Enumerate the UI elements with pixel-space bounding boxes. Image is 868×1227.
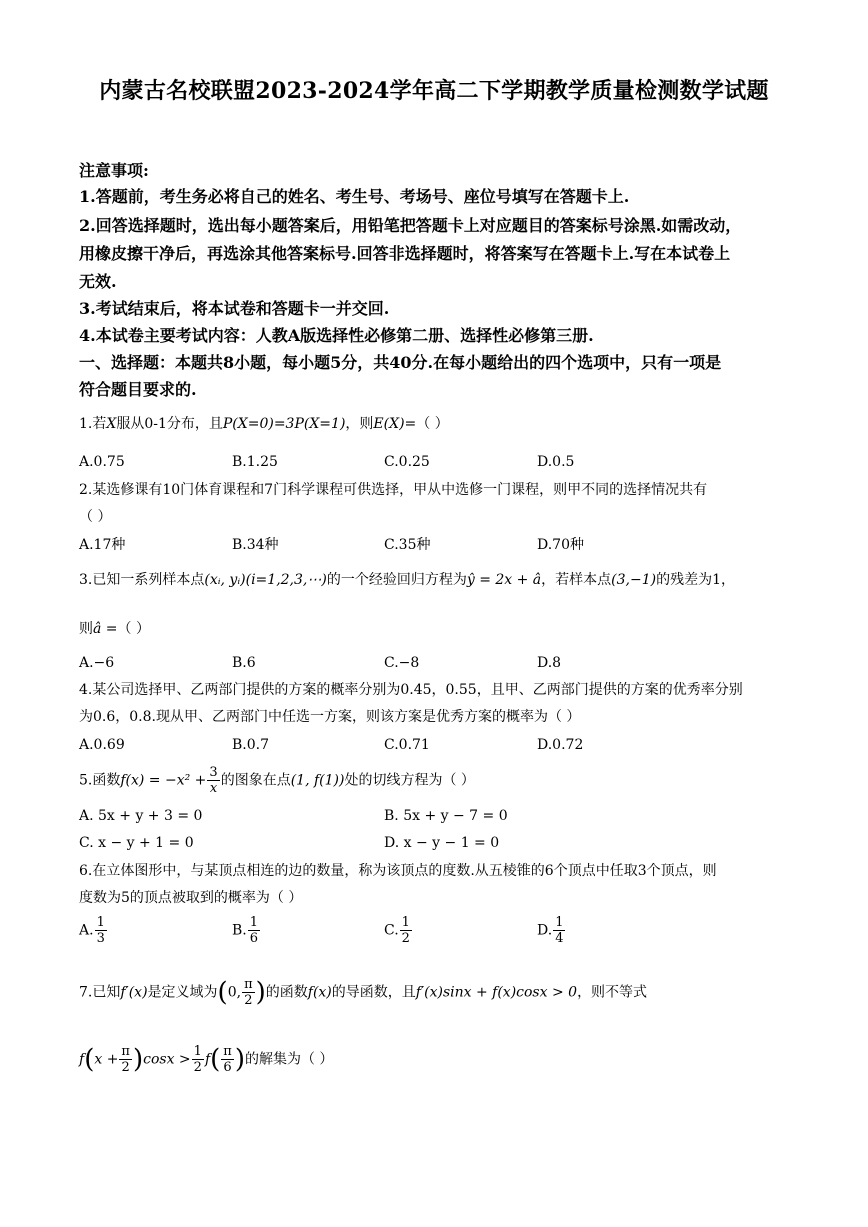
question-3: 3.已知一系列样本点(xᵢ, yᵢ)(i=1,2,3,⋯)的一个经验回归方程为ŷ = 2x + â，若样本点(3,−1)的残差为1， xyxy=(79,572,735,588)
question-4: 4.某公司选择甲、乙两部门提供的方案的概率分别为0.45，0.55，且甲、乙两部门提供的方案的优秀率分别 xyxy=(79,682,743,698)
q1-option-a: A.0.75 xyxy=(79,454,125,470)
question-1: 1.若X服从0-1分布，且P(X=0)=3P(X=1)，则E(X)=（ ） xyxy=(79,416,449,432)
q3-option-d: D.8 xyxy=(537,655,562,671)
question-5: 5.函数f(x) = −x² + $\frac{3}{x}$ 的图象在点(1, f(1))处的切线方程为（ ） xyxy=(79,765,475,796)
notice-item-2: 2.回答选择题时，选出每小题答案后，用铅笔把答题卡上对应题目的答案标号涂黑.如需改动， xyxy=(79,216,742,235)
q5-option-a: A. 5x + y + 3 = 0 xyxy=(79,808,203,824)
q2-option-d: D.70种 xyxy=(537,537,584,553)
q1-option-b: B.1.25 xyxy=(232,454,278,470)
question-2-cont: （ ） xyxy=(79,509,112,525)
q6-option-a: A. $\frac{1}{3}$ xyxy=(79,915,105,946)
notice-item-2-cont: 用橡皮擦干净后，再选涂其他答案标号.回答非选择题时，将答案写在答题卡上.写在本试卷上 xyxy=(79,244,731,263)
q5-option-d: D. x − y − 1 = 0 xyxy=(384,835,500,851)
question-6: 6.在立体图形中，与某顶点相连的边的数量，称为该顶点的度数.从五棱锥的6个顶点中任取3个顶点，则 xyxy=(79,863,717,879)
q2-option-a: A.17种 xyxy=(79,537,126,553)
q3-option-b: B.6 xyxy=(232,655,256,671)
question-7: 7.已知f′(x)是定义域为(0, $\frac{\pi}{2}$ )的函数f(x)的导函数，且f′(x)sinx + f(x)cosx > 0，则不等式 xyxy=(79,977,648,1008)
q3-option-c: C.−8 xyxy=(384,655,420,671)
q4-option-d: D.0.72 xyxy=(537,737,584,753)
fraction-pi-over-2: $\frac{\pi}{2}$ xyxy=(244,977,253,1008)
q3-option-a: A.−6 xyxy=(79,655,115,671)
q4-option-a: A.0.69 xyxy=(79,737,125,753)
q4-option-c: C.0.71 xyxy=(384,737,430,753)
q2-option-b: B.34种 xyxy=(232,537,279,553)
section-heading-cont: 符合题目要求的. xyxy=(79,380,197,399)
q5-option-c: C. x − y + 1 = 0 xyxy=(79,835,194,851)
notice-item-1: 1.答题前，考生务必将自己的姓名、考生号、考场号、座位号填写在答题卡上. xyxy=(79,187,630,206)
question-3-cont: 则â =（ ） xyxy=(79,621,150,637)
question-7-inequality: f(x + $\frac{\pi}{2}$ )cosx > $\frac{1}{2}$ f( $\frac{\pi}{6}$ )的解集为（ ） xyxy=(79,1044,334,1075)
question-2: 2.某选修课有10门体育课程和7门科学课程可供选择，甲从中选修一门课程，则甲不同的选择情况共有 xyxy=(79,482,708,498)
q4-option-b: B.0.7 xyxy=(232,737,270,753)
question-4-cont: 为0.6，0.8.现从甲、乙两部门中任选一方案，则该方案是优秀方案的概率为（ ） xyxy=(79,709,581,725)
notice-heading: 注意事项: xyxy=(79,161,149,180)
notice-item-2-end: 无效. xyxy=(79,272,117,291)
q6-option-c: C. $\frac{1}{2}$ xyxy=(384,915,410,946)
notice-item-3: 3.考试结束后，将本试卷和答题卡一并交回. xyxy=(79,299,390,318)
q1-option-c: C.0.25 xyxy=(384,454,430,470)
q6-option-d: D. $\frac{1}{4}$ xyxy=(537,915,564,946)
notice-item-4: 4.本试卷主要考试内容：人教A版选择性必修第二册、选择性必修第三册. xyxy=(79,326,594,345)
q6-option-b: B. $\frac{1}{6}$ xyxy=(232,915,259,946)
fraction-3-over-x: $\frac{3}{x}$ xyxy=(209,765,218,796)
question-6-cont: 度数为5的顶点被取到的概率为（ ） xyxy=(79,890,303,906)
q5-option-b: B. 5x + y − 7 = 0 xyxy=(384,808,508,824)
q1-option-d: D.0.5 xyxy=(537,454,575,470)
section-heading: 一、选择题：本题共8小题，每小题5分，共40分.在每小题给出的四个选项中，只有一项是 xyxy=(79,353,722,372)
page-title: 内蒙古名校联盟2023-2024学年高二下学期教学质量检测数学试题 xyxy=(99,78,769,104)
q2-option-c: C.35种 xyxy=(384,537,431,553)
